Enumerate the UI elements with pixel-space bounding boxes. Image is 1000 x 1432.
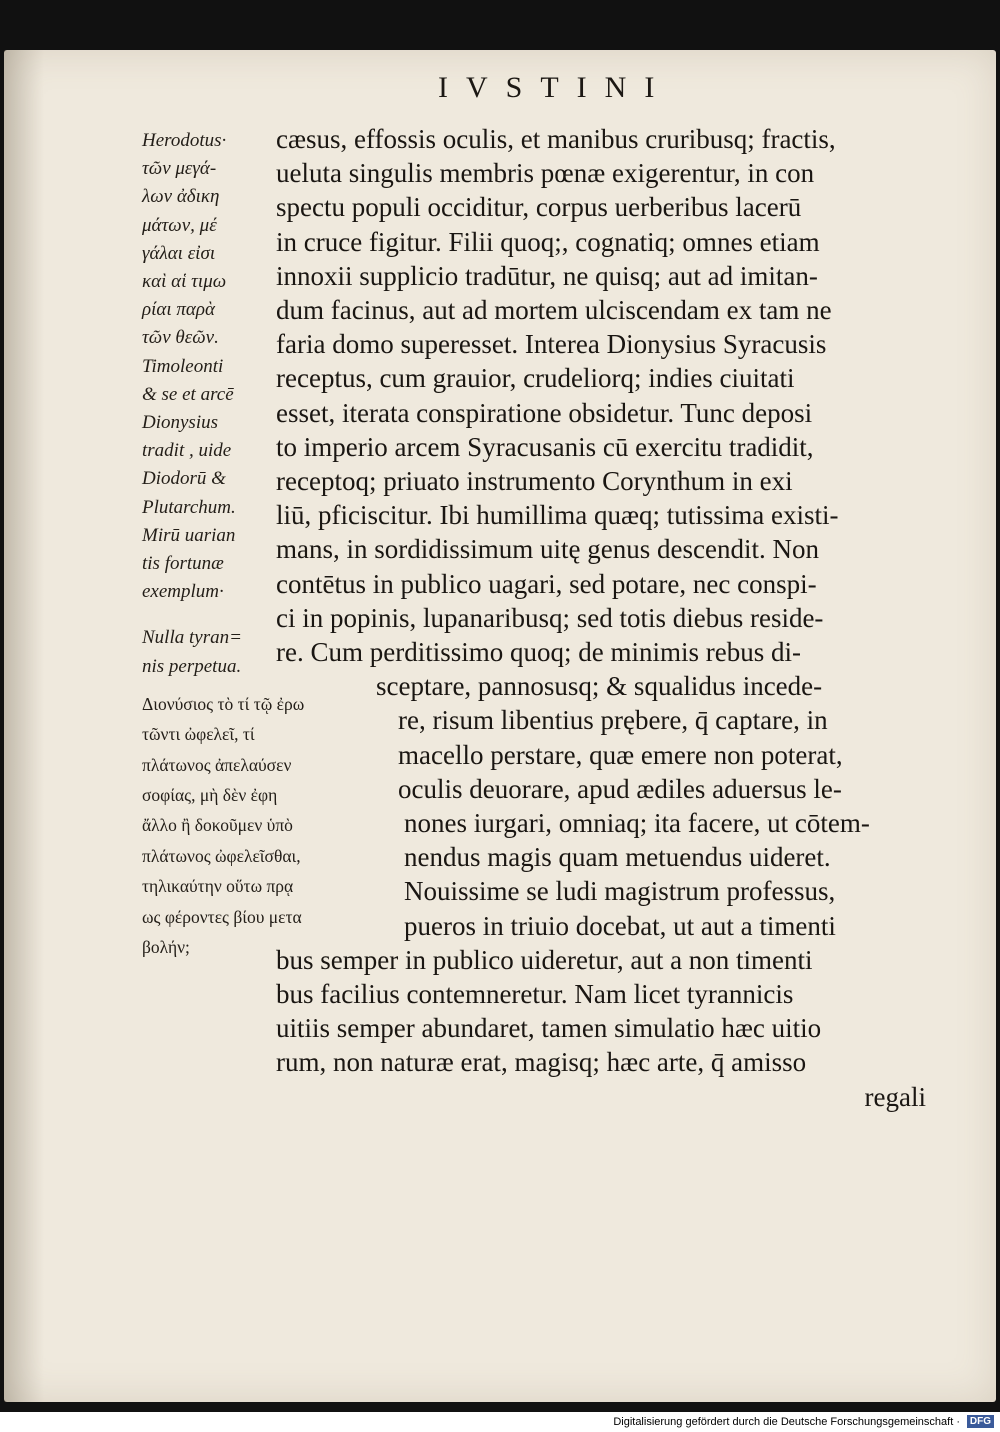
text-line: in cruce figitur. Filii quoq;, cognatiq; omnes etiam xyxy=(276,226,820,257)
marginal-notes xyxy=(142,127,305,963)
text-line: contētus in publico uagari, sed potare, nec conspi- xyxy=(276,568,817,599)
marginal-line: Dionysius xyxy=(142,412,218,434)
text-line: innoxii supplicio tradūtur, ne quisq; aut ad imitan- xyxy=(276,260,818,291)
marginal-line: & se et arcē xyxy=(142,383,234,405)
marginal-line: καὶ αἱ τιμω xyxy=(142,271,227,293)
text-line: receptus, cum grauior, crudeliorq; indies ciuitati xyxy=(276,363,795,394)
marginal-line: τῶντι ὠφελεῖ, τί xyxy=(142,724,255,745)
text-line: Nouissime se ludi magistrum professus, xyxy=(404,876,836,907)
marginal-line: μάτων, μέ xyxy=(142,214,217,236)
marginal-line: τηλικαύτην οὕτω πρᾳ xyxy=(142,876,294,897)
text-line: sceptare, pannosusq; & squalidus incede- xyxy=(376,671,823,702)
marginal-line: Διονύσιος τὸ τί τῷ ἐρω xyxy=(142,693,305,714)
text-line: uitiis semper abundaret, tamen simulatio hæc uitio xyxy=(276,1013,822,1044)
text-line: re, risum libentius prębere, q̄ captare, in xyxy=(398,705,828,736)
text-line: oculis deuorare, apud ædiles aduersus le- xyxy=(398,773,842,804)
text-line: re. Cum perditissimo quoq; de minimis rebus di- xyxy=(276,637,801,668)
marginal-line: τῶν θεῶν. xyxy=(142,327,219,349)
footer-credit: Digitalisierung gefördert durch die Deutsche Forschungsgemeinschaft · xyxy=(613,1416,960,1428)
text-line: macello perstare, quæ emere non poterat, xyxy=(398,739,843,770)
text-line: bus semper in publico uideretur, aut a non timenti xyxy=(276,944,813,975)
marginal-line: Mirū uarian xyxy=(142,524,236,546)
marginal-line: Nulla tyran= xyxy=(142,627,242,649)
marginal-line: tradit , uide xyxy=(142,440,232,462)
text-line: cæsus, effossis oculis, et manibus cruribusq; fractis, xyxy=(276,124,836,154)
text-line: nendus magis quam metuendus uideret. xyxy=(404,842,831,873)
marginal-line: Plutarchum. xyxy=(142,496,236,518)
text-line: ueluta singulis membris pœnæ exigerentur, in con xyxy=(276,158,815,189)
catchword: regali xyxy=(864,1081,926,1112)
text-line: mans, in sordidissimum uitę genus descendit. Non xyxy=(276,534,819,565)
marginal-line: σοφίας, μὴ δὲν ἐφη xyxy=(142,785,278,806)
text-line: dum facinus, aut ad mortem ulciscendam ex tam ne xyxy=(276,295,832,326)
text-line: nones iurgari, omniaq; ita facere, ut cōtem- xyxy=(404,808,870,839)
marginal-line: nis perpetua. xyxy=(142,655,242,677)
marginal-line: tis fortunæ xyxy=(142,553,224,575)
text-line: esset, iterata conspiratione obsidetur. Tunc deposi xyxy=(276,397,813,428)
text-line: receptoq; priuato instrumento Corynthum in exi xyxy=(276,466,793,497)
marginal-line: γάλαι εἰσι xyxy=(142,242,216,264)
text-line: faria domo superesset. Interea Dionysius Syracusis xyxy=(276,329,827,360)
marginal-line: Diodorū & xyxy=(142,468,226,490)
marginal-line: πλάτωνος ἀπελαύσεν xyxy=(142,754,292,775)
text-line: to imperio arcem Syracusanis cū exercitu tradidit, xyxy=(276,431,814,462)
marginal-note-block-1 xyxy=(142,127,282,606)
marginal-line: πλάτωνος ὠφελεῖσθαι, xyxy=(142,845,301,866)
marginal-line: Timoleonti xyxy=(142,355,224,377)
text-line: ci in popinis, lupanaribusq; sed totis diebus reside- xyxy=(276,602,824,633)
text-line: rum, non naturæ erat, magisq; hæc arte, q̄ amisso xyxy=(276,1047,807,1078)
marginal-spacer xyxy=(142,606,282,624)
text-line: bus facilius contemneretur. Nam licet tyrannicis xyxy=(276,979,794,1010)
marginal-line: βολήν; xyxy=(142,937,190,958)
marginal-line: exemplum· xyxy=(142,581,224,603)
text-line: spectu populi occiditur, corpus uerberibus lacerū xyxy=(276,192,802,223)
marginal-spacer xyxy=(142,681,282,689)
marginal-note-block-2 xyxy=(142,624,282,680)
marginal-line: ως φέροντες βίου μετα xyxy=(142,906,302,927)
running-head: IVSTINI xyxy=(438,71,673,104)
marginal-line: τῶν μεγά- xyxy=(142,158,217,180)
text-line: pueros in triuio docebat, ut aut a timenti xyxy=(404,910,836,941)
text-line: liū, pficiscitur. Ibi humillima quæq; tutissima existi- xyxy=(276,500,839,531)
marginal-greek-quote xyxy=(142,689,305,963)
dfg-logo: DFG xyxy=(967,1415,994,1428)
marginal-line: λων ἀδικη xyxy=(142,186,220,208)
main-text-block xyxy=(276,122,936,1114)
marginal-line: ρίαι παρὰ xyxy=(142,299,215,321)
marginal-line: ἄλλο ἢ δοκοῦμεν ὑπὸ xyxy=(142,815,293,836)
marginal-line: Herodotus· xyxy=(142,130,227,151)
page-gutter-shadow xyxy=(4,50,44,1402)
